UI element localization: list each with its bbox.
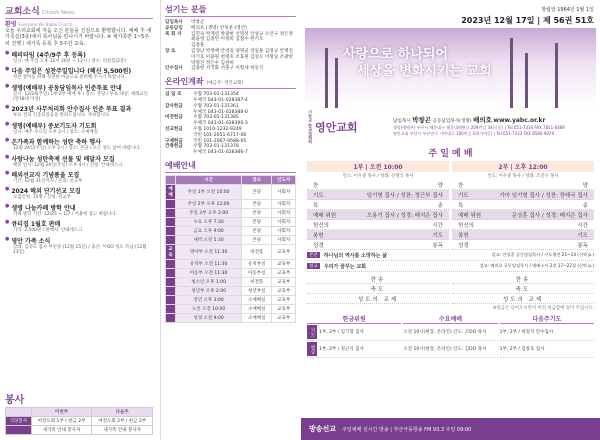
news-item (5, 104, 153, 118)
sunday-worship-title: 주 일 예 배 (428, 149, 473, 160)
issue-date: 2023년 12월 17일 | 제 56권 51호 (461, 16, 594, 25)
worship-category (166, 208, 176, 217)
worship-leader: 교육부 (272, 244, 296, 259)
church-logo: 기독교 한국침례회 영안교회 (308, 110, 358, 144)
order-row (307, 210, 449, 220)
worship-category (166, 217, 176, 226)
account-number: 수협 703-01-131354 (193, 92, 239, 98)
news-heading: ● 해외선교지 기념품을 모집 (5, 170, 153, 179)
news-item (5, 66, 153, 80)
account-number: 국민 101-2051-6717-06 (193, 132, 247, 138)
offering-row (307, 341, 401, 358)
order-item: 찬 (458, 182, 464, 189)
order-person: 양 (582, 182, 588, 189)
staff-names: 박창곤 (191, 20, 205, 25)
address-line-2: 영안교회 부산시 부산진구 가야대로 100번길 10(가야동) | Tel.051-7333 FAX.8580-9029 (393, 130, 554, 136)
account-number: 수협 703-01-131385 (193, 115, 239, 121)
staff-names: 김경남 박정배 안영길 양명균 장일용 김정규 안병진 이기호 이용원 천병호 조효원 김성오 이형일 조광헌 박명진 정은우 김천희 (191, 48, 293, 66)
serve-this-week: 새가족 안내 봉사자 (31, 426, 92, 435)
order-item: 특 (313, 202, 319, 209)
worship-category: 교육 (166, 244, 176, 259)
news-list (5, 50, 153, 256)
offering-text: 1부, 2부 / 정근식 집사 (319, 347, 364, 353)
church-url[interactable]: www.yabc.or.kr (493, 116, 546, 124)
worship-category (166, 226, 176, 235)
order-item: 봉헌 (458, 232, 469, 239)
news-detail: 일시: 매 주일 오후 11시 20분 ~ 12시 / 장소: 비전홀(2층) (13, 58, 126, 64)
worship-time: 주일 1부 오전 10:00 (176, 184, 242, 199)
worship-time: 수요 오후 7:30 (176, 217, 242, 226)
worship-row (166, 244, 296, 259)
offering-text: 1부, 2부 / 하형석 안수집사 (499, 330, 554, 336)
account-number: 우체국 043-01-028387-4 (193, 97, 248, 103)
offering-text: 1부, 2부 / 임기형 집사 (319, 330, 364, 336)
worship-place: 소예배실 (242, 295, 272, 304)
worship-row (166, 277, 296, 286)
worship-row (166, 313, 296, 322)
staff-names: 배의호 (생명) 안성훈 (영안) (191, 25, 247, 31)
order-item: 기도 (458, 192, 469, 199)
worship-row (166, 259, 296, 268)
order-person: 문상훈 집사 / 성경: 배지은 집사 (511, 212, 588, 219)
worship-row (166, 199, 296, 208)
worship-leader: 사회자 (272, 217, 296, 226)
tree-graphic (555, 43, 558, 108)
news-heading: ● 큐티집 1월호 판매 (5, 219, 153, 228)
news-item (5, 219, 153, 233)
copastor-name: 배의호 (473, 115, 492, 124)
serve-next-week: 여전도회 2부 / 헌금 3부 (92, 417, 153, 426)
worship-leader: 사회자 (272, 226, 296, 235)
news-detail: 장례: 김성도 집사 부친상 (12월 15일) / 출산: 이OO 성도 득남 (12월 13일) (13, 244, 147, 256)
order-person: 오용기 집사 / 성경: 배지은 집사 (366, 212, 443, 219)
worship-category (166, 235, 176, 244)
worship-leader: 사회자 (272, 199, 296, 208)
order-row (307, 190, 449, 200)
staff-names: 김종훈 (191, 43, 205, 49)
order-person: 기도 (577, 232, 588, 239)
worship-leader: 사회자 (272, 235, 296, 244)
order-person: 시간 (432, 222, 443, 229)
worship-category (166, 268, 176, 277)
offering-note: ※헌금은 들어오시면서 미리 헌금함에 넣어 주십시오. (492, 306, 594, 312)
order-row (307, 240, 449, 250)
news-heading: ● 해피타임 (4주/9주 후 등록) (5, 50, 153, 59)
worship-leader: 교육부 (272, 286, 296, 295)
cover-column (301, 0, 600, 440)
order-row (307, 230, 449, 240)
order-row (307, 220, 449, 230)
staff-row (165, 49, 296, 66)
offering-text: 1부, 2부 / 김창호 집사 (499, 347, 545, 353)
worship-place: 본당 (242, 217, 272, 226)
news-item (5, 121, 153, 135)
worship-row (166, 295, 296, 304)
order-person: 가아 임기형 집사 / 성찬: 장태국 집사 (499, 192, 588, 199)
account-number: 수협 703-01-131361 (193, 103, 239, 109)
account-label: 십 일 조 (165, 92, 182, 98)
worship-time: 영아부 오전 11:30 (176, 244, 242, 259)
pastor-name: 박창곤 (412, 115, 432, 124)
fellowship-row: 성도의 교제 (307, 294, 449, 304)
worship-header: 장소 (242, 175, 272, 184)
staff-names: 김민숙 박재영 박광현 선명석 안성규 오인구 정은정 최윤영 김종빈 이정희 김철수 한기오 (191, 31, 293, 43)
service-1-head: 1부 | 오전 10:00 (307, 161, 449, 172)
news-item (5, 83, 153, 103)
worship-category (166, 304, 176, 313)
order-person: 임기형 집사 / 성찬: 정근부 집사 (366, 192, 443, 199)
service-2-lead: 인도: 이우중 목사 / 성례: 조진우 목사 (487, 174, 559, 180)
offering-table: 한금위원 기도 1부, 2부 / 임기형 집사 헌금 1부, 2부 / 정근식 집사 수요예배 오전 10시(현장, 온라인) 인도: 조OO 목사 오전 10시(현장, 온라인) 인도: 김OO 목사 다음주기도 1부, 2부 / 하형석 안수집사 1부, 2부 / 김창호 집사 (307, 314, 594, 358)
account-number: 수협 703-01-131378 (193, 144, 239, 150)
news-heading: ● 온가족과 함께하는 성탄 축하 행사 (5, 137, 153, 146)
worship-row (166, 226, 296, 235)
worship-time: 노인 오전 10:00 (176, 304, 242, 313)
news-item (5, 236, 153, 256)
worship-time: 청년부 오후 2:00 (176, 286, 242, 295)
news-item (5, 50, 153, 64)
order-item: 예배 위원 (313, 212, 337, 219)
news-detail: 가격: 2,500원 / 판매처: 안내데스크 (13, 228, 83, 234)
account-number: 수협 1010-1232-9249 (193, 126, 242, 132)
worship-time: 성경 오전 9:00 (176, 313, 242, 322)
worship-header: 시간 (176, 175, 242, 184)
order-person: 기도 (432, 232, 443, 239)
staff-list (165, 20, 296, 72)
staff-row (165, 66, 296, 72)
service-duty-title: 봉사 (5, 395, 25, 406)
worship-category (166, 277, 176, 286)
worship-leader: 교육부 (272, 313, 296, 322)
offering-row (403, 324, 497, 341)
church-slogan: 사랑으로 하나되어 세상을 변화시키는 교회 (343, 47, 492, 79)
order-row (452, 200, 594, 210)
news-heading: ● 생명 나눔카페 방학 안내 (5, 203, 153, 212)
worship-leader: 교육부 (272, 295, 296, 304)
broadcast-text: 주일예배 실시간 방송 | 부산극동방송 FM 93.3 주일 09:00 (342, 426, 472, 433)
worship-schedule-title: 예배안내 (165, 160, 296, 173)
offering-row (307, 324, 401, 341)
worship-row (166, 235, 296, 244)
staff-row (165, 32, 296, 44)
staff-label: 안수집사 (165, 66, 183, 72)
serve-next-week: 새가족 안내 봉사자 (92, 426, 153, 435)
church-info (307, 110, 594, 143)
order-person: 송 (582, 202, 588, 209)
offering-text: 오전 10시(현장, 온라인) 인도: 김OO 목사 (403, 347, 487, 353)
news-detail: 일시: 매주 수요일 오후 2시 / 장소: 소예배실 (13, 129, 98, 135)
worship-time: 금요 오후 9:00 (176, 226, 242, 235)
order-row (452, 230, 594, 240)
worship-leader: 교육부 (272, 268, 296, 277)
order-item: 기도 (313, 192, 324, 199)
order-item: 헌신의 (458, 222, 474, 229)
staff-label: 장 로 (165, 48, 176, 54)
hymn-row: 찬 송 (307, 274, 449, 284)
offering-text: 오전 10시(현장, 온라인) 인도: 조OO 목사 (403, 330, 487, 336)
worship-category (166, 259, 176, 268)
broadcast-bar (301, 418, 600, 440)
order-row (452, 190, 594, 200)
worship-time: 주일 3부 오후 2:00 (176, 208, 242, 217)
news-heading: ● 2024 해외 단기선교 모집 (5, 186, 153, 195)
tree-graphic (525, 53, 528, 108)
news-item (5, 154, 153, 168)
worship-place: 본당 (242, 208, 272, 217)
news-detail: 카페 방학 기간: 12/25 ~ 1/7 / 이용에 참고 바랍니다. (13, 211, 117, 217)
order-row (452, 240, 594, 250)
worship-place: 본당 (242, 235, 272, 244)
worship-leader: 교육부 (272, 277, 296, 286)
church-news-column (0, 0, 158, 440)
closing-grid (307, 274, 594, 304)
worship-leader: 교육부 (272, 259, 296, 268)
worship-leader: 교육부 (272, 304, 296, 313)
news-detail: 기간: 12월 31일까지 / 문의: 선교부 (13, 179, 83, 185)
staff-title: 섬기는 분들 (165, 4, 296, 17)
staff-label: 공동담임 (165, 25, 183, 31)
news-detail: 일시: 12/24(주일) 1부·2부 예배 후 / 장소: 본당 / 투표 대상: 세례교인 (만18세 이상) (13, 91, 148, 103)
order-item: 찬 (313, 182, 319, 189)
serve-label: 식당봉사 (6, 417, 32, 426)
worship-place: 본당 (242, 184, 272, 199)
serve-row (6, 426, 153, 435)
worship-place: 소예배실 (242, 313, 272, 322)
worship-row (166, 208, 296, 217)
account-label: 구제헌금 (165, 138, 183, 144)
order-person: 봉독 (577, 242, 588, 249)
news-heading: ● 2023년 사무처리회 안수집사 인준 투표 결과 (5, 104, 153, 113)
worship-category (166, 295, 176, 304)
news-item (5, 137, 153, 151)
offering-tag: 기도 (307, 325, 317, 339)
cover-banner (305, 28, 596, 108)
worship-category (166, 286, 176, 295)
worship-row (166, 217, 296, 226)
offering-tag: 헌금 (307, 342, 317, 356)
worship-time: 유치부 오전 11:30 (176, 259, 242, 268)
worship-row (166, 304, 296, 313)
sermon-line: 설교 우리가 꿈꾸는 교회 설교: 배의호 공동담임목사 / 에베소서 2장 17~22절 (신약 p.) (307, 261, 594, 272)
benediction-row: 축 도 (452, 284, 594, 294)
worship-time: 주일 2부 오후 12:00 (176, 199, 242, 208)
worship-category (166, 199, 176, 208)
serve-header: 다음주 (92, 408, 153, 417)
worship-time: 아동부 오전 11:30 (176, 268, 242, 277)
worship-place: 비전홀 (242, 244, 272, 259)
worship-schedule-table (165, 175, 296, 323)
service-2-head: 2부 | 오후 12:00 (452, 161, 594, 172)
tree-graphic (335, 58, 338, 108)
account-label: 선교헌금 (165, 126, 183, 132)
accounts-list (165, 92, 296, 156)
order-person: 송 (437, 202, 443, 209)
news-heading: ● 사랑나눔 성탄축제 선물 및 배달자 모집 (5, 154, 153, 163)
account-number: 우체국 043-01-028386-7 (193, 150, 248, 156)
account-label: 비전헌금 (165, 115, 183, 121)
worship-leader: 사회자 (272, 184, 296, 199)
pastor-info: 담임목사 박창곤 공동담임목사(생명) 배의호 www.yabc.or.kr 생명(예배부) 부산시 해운대구 해운대해변로 209번길 34(중동) | Tel.051-7334 FAX.7811-0489 영안교회 부산시 부산진구 가야대로 100번길 10(가야동) | Tel.051-7333 FAX.8580-9029 (393, 117, 594, 137)
offering-row (500, 324, 594, 341)
tree-graphic (325, 48, 328, 108)
serve-row (6, 417, 153, 426)
welcome-sub: Everyone We Bable Church (18, 22, 73, 27)
worship-place: 아동부실 (242, 268, 272, 277)
founded-text: 창립일 1964년 1월 1일 (541, 7, 594, 13)
address-line-1: 생명(예배부) 부산시 해운대구 해운대해변로 209번길 34(중동) | Tel.051-7334 FAX.7811-0489 (393, 124, 565, 130)
worship-row (166, 268, 296, 277)
news-detail: 모집인원: 15명 / 신청: 선교부 (13, 195, 72, 201)
accounts-title: 온라인계좌 (예금주: 영안교회) (165, 76, 296, 89)
order-person: 시간 (577, 222, 588, 229)
offering-row (500, 341, 594, 358)
news-heading: ● 생명(예배부) 공동담임목사 인준투표 안내 (5, 83, 153, 92)
broadcast-tag: 방송선교 (309, 425, 337, 433)
worship-time: 장년 오후 3:00 (176, 295, 242, 304)
service-1 (307, 161, 449, 250)
serve-label (6, 426, 32, 435)
order-item: 특 (458, 202, 464, 209)
order-item: 헌신의 (313, 222, 329, 229)
hymn-row: 찬 송 (452, 274, 594, 284)
order-row (452, 220, 594, 230)
order-person: 양 (437, 182, 443, 189)
services-grid (307, 161, 594, 250)
worship-place: 유치부실 (242, 259, 272, 268)
order-row (307, 200, 449, 210)
news-heading: ● 생명(예배부) 중보기도자 기도회 (5, 121, 153, 130)
tree-graphic (510, 38, 513, 108)
account-label: 건축헌금 (165, 144, 183, 150)
account-number: 국민 101-2067-9588-05 (193, 138, 247, 144)
worship-category (166, 313, 176, 322)
order-item: 예배 위원 (458, 212, 482, 219)
news-item (5, 170, 153, 184)
news-item (5, 186, 153, 200)
news-heading: ● 다음 주일은 성찬주일입니다 (해신 5,500원) (5, 66, 153, 75)
welcome-block (5, 22, 153, 47)
service-duty-section (5, 391, 153, 435)
staff-label: 담임목사 (165, 20, 183, 25)
worship-leader: 사회자 (272, 208, 296, 217)
welcome-heading: 환영 (5, 21, 17, 28)
order-person: 봉독 (432, 242, 443, 249)
worship-category: 예배 (166, 184, 176, 199)
serve-header (6, 408, 32, 417)
order-row (452, 210, 594, 220)
service-duty-table (5, 407, 153, 435)
order-item: 봉헌 (313, 232, 324, 239)
news-detail: 성찬 참여를 위해 정결한 마음으로 준비해 주시기 바랍니다. (13, 75, 126, 81)
staff-names: 김종현 서국화 서충구 이형세 허동식 (191, 66, 264, 72)
fellowship-row: 성도의 교제 (452, 294, 594, 304)
worship-place: 소예배실 (242, 304, 272, 313)
offering-row (403, 341, 497, 358)
account-number: 우체국 043-01-028390-3 (193, 121, 248, 127)
service-2 (452, 161, 594, 250)
news-heading: ● 영안 가족 소식 (5, 236, 153, 245)
welcome-text: 오늘 우리교회에 처음 오신 분들을 진심으로 환영합니다. 예배 후 새가족실(3층)에서 목사님을 만나시기 바랍니다. ※ 새가족반 1~5주차 진행 / 새가족 등록 후 5주간 교육. (5, 28, 152, 47)
scripture-line: 본문 하나님의 역사를 소망하는 삶 설교: 안성훈 공동담임목사 / 사도행전 21~14 (신약 p.) (307, 250, 594, 261)
account-row (165, 150, 296, 156)
worship-place: 청년부실 (242, 286, 272, 295)
account-number: 우체국 043-01-028388-0 (193, 109, 248, 115)
news-detail: 투표 결과 인준되었음을 알려드립니다. 축하합니다. (13, 113, 111, 119)
worship-header (166, 175, 176, 184)
order-row (452, 180, 594, 190)
worship-place: 본당 (242, 226, 272, 235)
worship-row (166, 286, 296, 295)
service-1-lead: 인도: 이우중 목사 / 성례: 신명식 목사 (342, 174, 414, 180)
order-item: 성경 (313, 242, 324, 249)
order-item: 성경 (458, 242, 469, 249)
worship-time: 청소년 오후 1:00 (176, 277, 242, 286)
news-detail: 12월 24일(주일) 오후 2시 / 장소: 본당 / 모든 성도 참여 바랍니다. (13, 146, 141, 152)
worship-place: 본당 (242, 199, 272, 208)
staff-label: 목 회 자 (165, 31, 182, 37)
news-item (5, 203, 153, 217)
serve-this-week: 여전도회 1부 / 헌금 2부 (31, 417, 92, 426)
worship-header: 인도자 (272, 175, 296, 184)
account-label (165, 150, 193, 156)
worship-place: 비전홀 (242, 277, 272, 286)
serve-header: 이번주 (31, 408, 92, 417)
account-label: 감사헌금 (165, 103, 183, 109)
info-column (160, 0, 300, 440)
news-detail: 배달 일시: 12월 24일(주일) 오후 4시 / 신청: 안내데스크 (13, 162, 123, 168)
worship-row (166, 184, 296, 199)
worship-time: 새벽 오전 5:30 (176, 235, 242, 244)
church-news-title: 교회소식 Church News (5, 4, 153, 19)
benediction-row: 축 도 (307, 284, 449, 294)
order-row (307, 180, 449, 190)
